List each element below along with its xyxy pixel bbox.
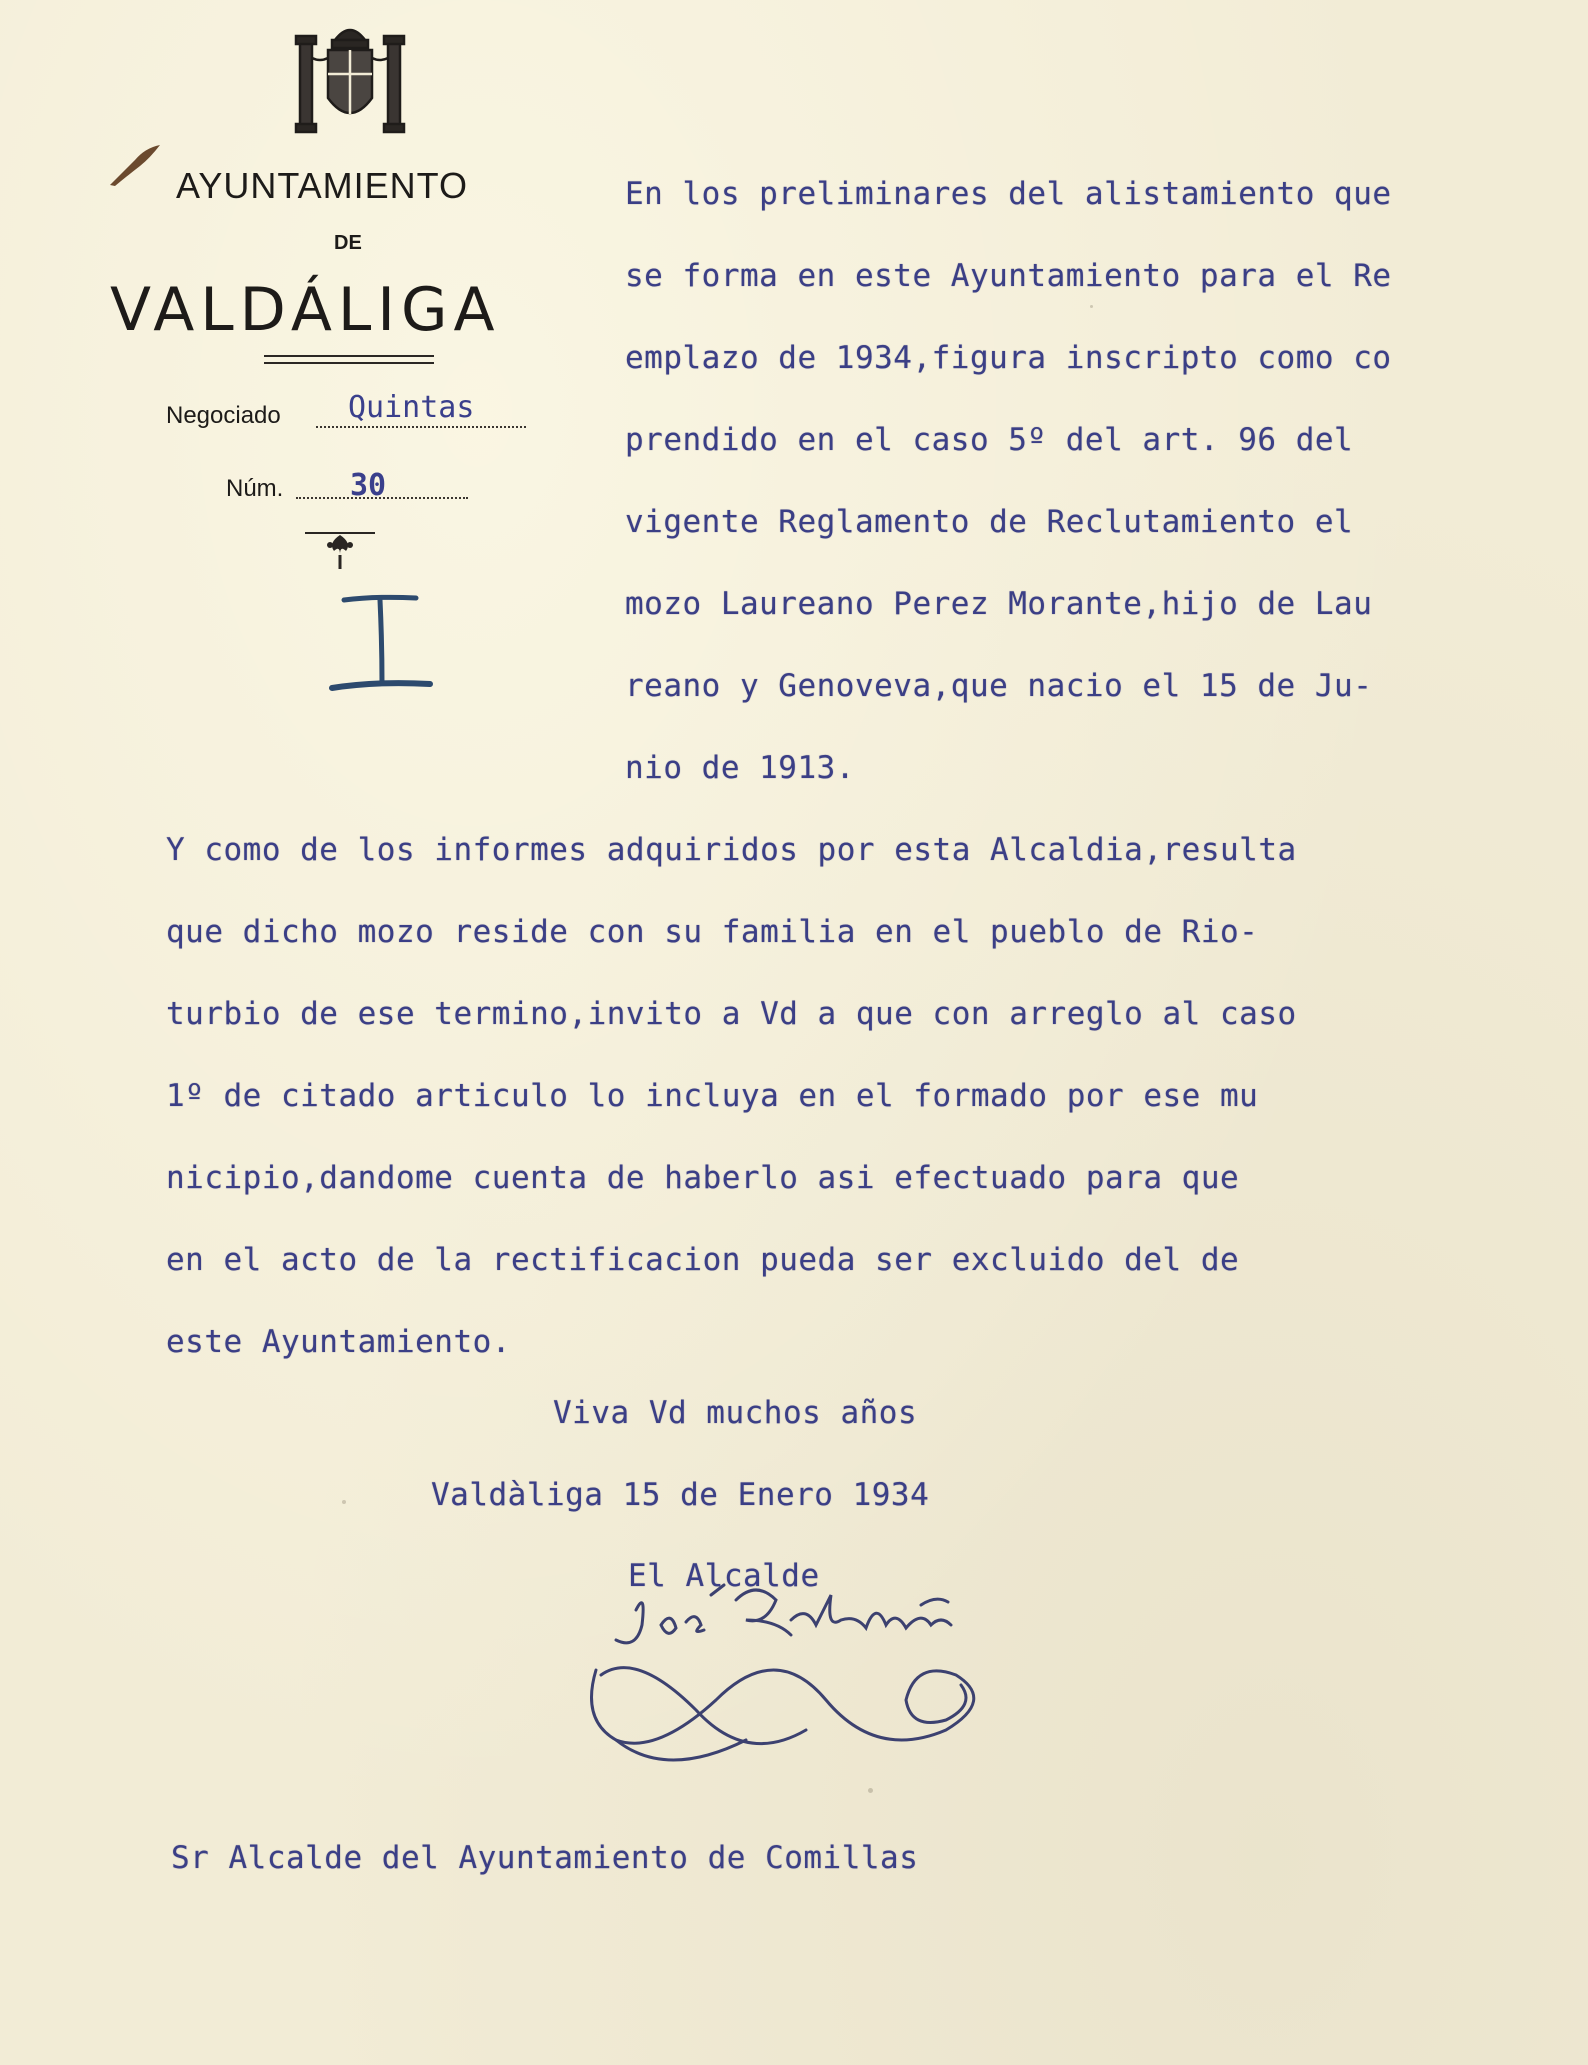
num-value: 30 xyxy=(350,468,387,503)
body-line: En los preliminares del alistamiento que xyxy=(625,176,1392,212)
paper-mark xyxy=(1090,305,1093,308)
letterhead-rule xyxy=(264,355,434,357)
body-line: nio de 1913. xyxy=(625,750,855,786)
body-line: que dicho mozo reside con su familia en el pueblo de Rio- xyxy=(166,914,1259,950)
handwritten-signature xyxy=(576,1580,1086,1800)
letterhead-name: VALDÁLIGA xyxy=(110,275,501,345)
body-line: nicipio,dandome cuenta de haberlo asi efectuado para que xyxy=(166,1160,1240,1196)
letterhead-title: AYUNTAMIENTO xyxy=(176,165,469,206)
negociado-value: Quintas xyxy=(348,390,475,425)
coat-of-arms-icon xyxy=(280,18,420,136)
ink-blot xyxy=(105,140,165,190)
body-line: prendido en el caso 5º del art. 96 del xyxy=(625,422,1354,458)
place-date: Valdàliga 15 de Enero 1934 xyxy=(431,1477,930,1513)
body-line: 1º de citado articulo lo incluya en el formado por ese mu xyxy=(166,1078,1259,1114)
body-line: reano y Genoveva,que nacio el 15 de Ju- xyxy=(625,668,1373,704)
paper-mark xyxy=(868,1788,873,1793)
body-line: vigente Reglamento de Reclutamiento el xyxy=(625,504,1354,540)
salutation: Viva Vd muchos años xyxy=(553,1395,918,1431)
negociado-label: Negociado xyxy=(166,402,281,429)
letterhead-de: DE xyxy=(334,232,362,254)
addressee: Sr Alcalde del Ayuntamiento de Comillas xyxy=(171,1840,919,1876)
body-line: se forma en este Ayuntamiento para el Re xyxy=(625,258,1392,294)
negociado-underline xyxy=(316,426,526,428)
body-line: mozo Laureano Perez Morante,hijo de Lau xyxy=(625,586,1373,622)
body-line: en el acto de la rectificacion pueda ser excluido del de xyxy=(166,1242,1240,1278)
fleuron-icon xyxy=(300,525,380,575)
body-line: turbio de ese termino,invito a Vd a que con arreglo al caso xyxy=(166,996,1297,1032)
body-line: Y como de los informes adquiridos por esta Alcaldia,resulta xyxy=(166,832,1297,868)
signer-title: El Alcalde xyxy=(628,1558,820,1594)
num-label: Núm. xyxy=(226,475,284,502)
letterhead-rule xyxy=(264,362,434,364)
paper-mark xyxy=(342,1500,346,1504)
roman-numeral-mark xyxy=(326,588,436,700)
body-line: emplazo de 1934,figura inscripto como co xyxy=(625,340,1392,376)
body-line: este Ayuntamiento. xyxy=(166,1324,511,1360)
